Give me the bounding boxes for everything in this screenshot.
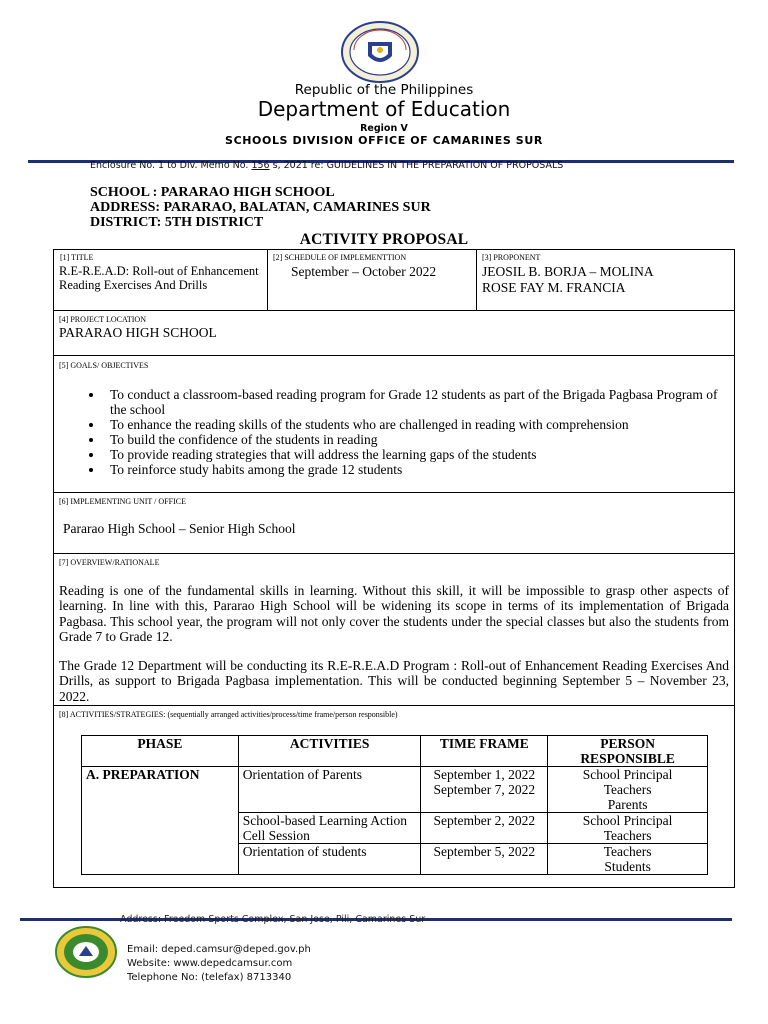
person-cell: [548, 767, 708, 813]
activities-label: [8] ACTIVITIES/STRATEGIES: (sequentially arranged activities/process/time frame/person responsible): [59, 710, 398, 719]
address-line: ADDRESS: PARARAO, BALATAN, CAMARINES SUR: [90, 200, 431, 215]
divider: [53, 553, 735, 554]
schedule-label: [2] SCHEDULE OF IMPLEMENTTION: [273, 253, 407, 262]
goals-list: [59, 387, 731, 477]
divider: [267, 249, 268, 310]
enclosure-prefix: Enclosure No. 1 to Div. Memo No.: [90, 160, 249, 171]
location-label: [4] PROJECT LOCATION: [59, 315, 146, 324]
time-value: September 1, 2022: [433, 767, 536, 782]
activities-table: [81, 735, 708, 875]
table-header-row: [82, 736, 708, 767]
person-cell: [548, 844, 708, 875]
school-line: SCHOOL : PARARAO HIGH SCHOOL: [90, 185, 335, 200]
goal-item: • To provide reading strategies that will address the learning gaps of the students: [104, 447, 731, 462]
divider: [53, 310, 735, 311]
person-value: Teachers: [603, 782, 652, 797]
enclosure-suffix: s, 2021 re: GUIDELINES IN THE PREPARATION OF PROPOSALS: [272, 160, 564, 171]
proposal-title: ACTIVITY PROPOSAL: [299, 231, 469, 248]
activity-cell: Orientation of students: [238, 844, 421, 875]
phase-cell: A. PREPARATION: [82, 767, 239, 875]
goal-item: • To enhance the reading skills of the students who are challenged in reading with comprehension: [104, 417, 731, 432]
person-value: Students: [604, 859, 651, 874]
region-heading: Region V: [360, 123, 408, 134]
enclosure-memo-no: 156: [251, 160, 270, 171]
person-cell: [548, 813, 708, 844]
person-value: Teachers: [603, 844, 652, 859]
division-heading: SCHOOLS DIVISION OFFICE OF CAMARINES SUR: [225, 134, 543, 147]
proponent-2: ROSE FAY M. FRANCIA: [482, 280, 626, 295]
activity-cell: Orientation of Parents: [238, 767, 421, 813]
footer-address: Address: Freedom Sports Complex, San Jose, Pili, Camarines Sur: [120, 914, 426, 925]
school-info: [90, 185, 431, 230]
time-cell: September 5, 2022: [421, 844, 548, 875]
goal-item: • To reinforce study habits among the grade 12 students: [104, 462, 731, 477]
deped-seal-icon: [340, 20, 420, 84]
title-value: R.E-R.E.A.D: Roll-out of Enhancement Reading Exercises And Drills: [59, 264, 259, 292]
location-value: PARARAO HIGH SCHOOL: [59, 325, 217, 340]
person-value: Parents: [607, 797, 648, 812]
time-value: September 7, 2022: [433, 782, 536, 797]
goals-label: [5] GOALS/ OBJECTIVES: [59, 361, 149, 370]
divider: [53, 355, 735, 356]
republic-heading: Republic of the Philippines: [294, 82, 474, 98]
overview-label: [7] OVERVIEW/RATIONALE: [59, 558, 160, 567]
column-header: PHASE: [82, 736, 239, 767]
time-cell: September 2, 2022: [421, 813, 548, 844]
overview-paragraph-1: Reading is one of the fundamental skills in learning. Without this skill, it will be impossible to grasp other aspects of learning. In line with this, Pararao High School will be widening its scope in terms of its implementation of Brigada Pagbasa. This school year, the program will not only cover the students under the special classes but also the students from Grade 7 to Grade 12.: [59, 583, 729, 644]
footer-telephone: Telephone No: (telefax) 8713340: [127, 972, 292, 983]
table-row: [82, 767, 708, 813]
person-value: School Principal: [582, 813, 673, 828]
person-value: School Principal: [582, 767, 673, 782]
divider: [53, 492, 735, 493]
district-line: DISTRICT: 5TH DISTRICT: [90, 215, 264, 230]
activity-cell: School-based Learning Action Cell Session: [238, 813, 421, 844]
division-office-logo-icon: [55, 926, 117, 978]
proponent-label: [3] PROPONENT: [482, 253, 541, 262]
schedule-value: September – October 2022: [291, 264, 437, 279]
footer-email: Email: deped.camsur@deped.gov.ph: [127, 944, 311, 955]
title-label: [1] TITLE: [60, 253, 94, 262]
footer-website: Website: www.depedcamsur.com: [127, 958, 293, 969]
enclosure-note: [90, 160, 563, 171]
column-header: TIME FRAME: [421, 736, 548, 767]
column-header: PERSON RESPONSIBLE: [548, 736, 708, 767]
time-cell: [421, 767, 548, 813]
divider: [476, 249, 477, 310]
divider: [53, 705, 735, 706]
goal-item: • To build the confidence of the students in reading: [104, 432, 731, 447]
overview-paragraph-2: The Grade 12 Department will be conducting its R.E-R.E.A.D Program : Roll-out of Enhancement Reading Exercises And Drills, as support to Brigada Pagbasa implementation. This will be conducted beginning September 5 – November 23, 2022.: [59, 658, 729, 704]
unit-label: [6] IMPLEMENTING UNIT / OFFICE: [59, 497, 186, 506]
unit-value: Pararao High School – Senior High School: [63, 521, 296, 536]
proponent-1: JEOSIL B. BORJA – MOLINA: [482, 264, 654, 279]
person-value: Teachers: [603, 828, 652, 843]
column-header: ACTIVITIES: [238, 736, 421, 767]
department-heading: Department of Education: [257, 97, 511, 121]
goal-item: • To conduct a classroom-based reading program for Grade 12 students as part of the Brigada Pagbasa Program of the school: [104, 387, 731, 417]
footer-contact: [127, 943, 311, 985]
